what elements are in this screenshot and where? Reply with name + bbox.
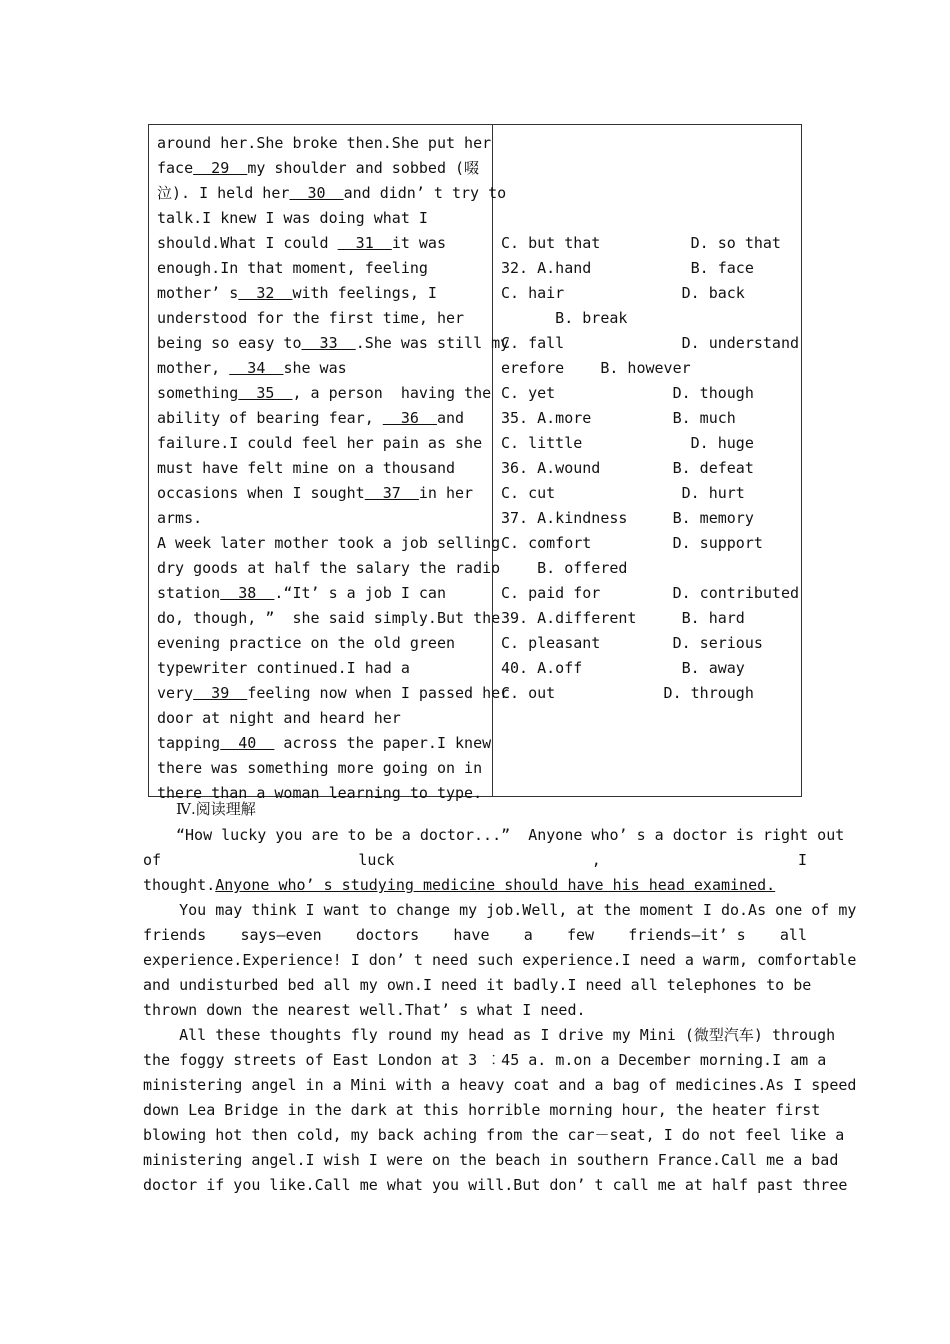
text-span: in her [418, 484, 474, 502]
text-span: do, though, ” she said simply.But the [157, 609, 501, 627]
option-line [501, 431, 754, 456]
passage-line [157, 456, 455, 481]
text-line [143, 848, 807, 873]
text-span: failure.I could feel her pain as she [157, 434, 483, 452]
text-span: B. break [501, 309, 628, 327]
text-span: being so easy to [157, 334, 302, 352]
text-span: erefore B. however [501, 359, 691, 377]
passage-line [157, 381, 491, 406]
passage-line [157, 181, 506, 206]
text-span: C. comfort D. support [501, 534, 763, 552]
blank-32: 32 [238, 284, 293, 302]
word: I [797, 851, 807, 869]
passage-line [157, 256, 428, 281]
text-span: enough.In that moment, feeling [157, 259, 428, 277]
text-line: thrown down the nearest well.That’ s what I need. [143, 1001, 586, 1019]
text-span: and [436, 409, 465, 427]
text-line: and undisturbed bed all my own.I need it badly.I need all telephones to be [143, 976, 812, 994]
text-line: All these thoughts fly round my head as I drive my Mini (微型汽车) through [143, 1026, 836, 1044]
text-line: ministering angel in a Mini with a heavy coat and a bag of medicines.As I speed [143, 1076, 857, 1094]
text-span: typewriter continued.I had a [157, 659, 410, 677]
text-line [143, 873, 807, 898]
word: of [143, 851, 162, 869]
passage-line [157, 706, 401, 731]
blank-29: 29 [193, 159, 248, 177]
option-line [501, 606, 745, 631]
text-span: something [157, 384, 239, 402]
text-line: down Lea Bridge in the dark at this horrible morning hour, the heater first [143, 1101, 821, 1119]
text-span: mother, [157, 359, 230, 377]
word: few [566, 926, 595, 944]
blank-39: 39 [193, 684, 248, 702]
text-span: dry goods at half the salary the radio [157, 559, 501, 577]
passage-line [157, 406, 464, 431]
text-span: across the paper.I knew [274, 734, 492, 752]
text-span: C. but that D. so that [501, 234, 781, 252]
word: , [591, 851, 601, 869]
passage-line [157, 156, 479, 181]
text-line: blowing hot then cold, my back aching from the car－seat, I do not feel like a [143, 1126, 845, 1144]
text-line [143, 923, 807, 948]
word: friends [143, 926, 207, 944]
word: luck [358, 851, 395, 869]
option-line [501, 531, 763, 556]
text-span: face [157, 159, 194, 177]
text-span: mother’ s [157, 284, 239, 302]
text-line: You may think I want to change my job.Well, at the moment I do.As one of my [143, 901, 857, 919]
text-span: station [157, 584, 221, 602]
passage-line [157, 506, 202, 531]
text-span: A week later mother took a job selling [157, 534, 501, 552]
section-heading: Ⅳ.阅读理解 [176, 800, 256, 818]
passage-line [157, 306, 464, 331]
option-line [501, 306, 627, 331]
text-span: C. fall D. understand [501, 334, 800, 352]
option-line [501, 681, 754, 706]
word: have [453, 926, 490, 944]
text-span: arms. [157, 509, 203, 527]
text-span: very [157, 684, 194, 702]
passage-paragraph-3 [143, 1023, 857, 1198]
text-span: it was [391, 234, 446, 252]
text-line: experience.Experience! I don’ t need such experience.I need a warm, comfortable [143, 951, 857, 969]
text-span: thought. [143, 876, 216, 894]
passage-line [157, 281, 437, 306]
text-span: door at night and heard her [157, 709, 401, 727]
passage-line [157, 481, 473, 506]
option-line [501, 231, 781, 256]
option-line [501, 456, 754, 481]
word: a [523, 926, 533, 944]
text-span: around her.She broke then.She put her [157, 134, 492, 152]
text-line: doctor if you like.Call me what you will.But don’ t call me at half past three [143, 1176, 848, 1194]
text-span: , a person having the [292, 384, 492, 402]
passage-line [157, 731, 491, 756]
text-span: should.What I could [157, 234, 338, 252]
passage-line [157, 581, 446, 606]
text-span: 37. A.kindness B. memory [501, 509, 754, 527]
passage-line [157, 231, 446, 256]
passage-line [157, 556, 500, 581]
text-span: B. offered [501, 559, 628, 577]
text-span: there than a woman learning to type. [157, 784, 483, 802]
word: doctors [355, 926, 420, 944]
passage-line [157, 756, 482, 781]
passage-paragraph-1 [143, 823, 845, 898]
passage-line [157, 431, 482, 456]
blank-37: 37 [364, 484, 419, 502]
text-span: feeling now when I passed her [247, 684, 510, 702]
passage-line [157, 131, 491, 156]
text-span: 39. A.different B. hard [501, 609, 745, 627]
passage-line [157, 331, 509, 356]
text-span: she was [283, 359, 347, 377]
text-span: C. cut D. hurt [501, 484, 745, 502]
text-span: there was something more going on in [157, 759, 483, 777]
passage-line [157, 656, 410, 681]
blank-35: 35 [238, 384, 293, 402]
cloze-table [148, 124, 802, 802]
option-line [501, 656, 745, 681]
option-line [501, 631, 763, 656]
text-span: my shoulder and sobbed (啜 [247, 159, 480, 177]
blank-33: 33 [301, 334, 356, 352]
passage-line [157, 681, 509, 706]
text-span: understood for the first time, her [157, 309, 465, 327]
text-span: 36. A.wound B. defeat [501, 459, 754, 477]
text-span: must have felt mine on a thousand [157, 459, 456, 477]
passage-line [157, 356, 347, 381]
text-span: ability of bearing fear, [157, 409, 383, 427]
blank-40: 40 [220, 734, 275, 752]
option-line [501, 556, 627, 581]
underlined-sentence: Anyone who’ s studying medicine should have his head examined. [215, 876, 776, 894]
option-line [501, 481, 745, 506]
text-line: the foggy streets of East London at 3 ︰45 a. m.on a December morning.I am a [143, 1051, 827, 1069]
passage-line [157, 631, 455, 656]
text-span: 35. A.more B. much [501, 409, 736, 427]
blank-34: 34 [229, 359, 284, 377]
option-line [501, 581, 799, 606]
passage-line [157, 531, 500, 556]
option-line [501, 381, 754, 406]
text-span: .She was still my [355, 334, 510, 352]
blank-38: 38 [220, 584, 275, 602]
word: says—even [240, 926, 322, 944]
text-span: C. paid for D. contributed [501, 584, 800, 602]
word: all [779, 926, 807, 944]
text-span: C. yet D. though [501, 384, 754, 402]
option-line [501, 506, 754, 531]
text-span: C. pleasant D. serious [501, 634, 763, 652]
text-line: “How lucky you are to be a doctor...” Anyone who’ s a doctor is right out [176, 826, 845, 844]
text-span: C. little D. huge [501, 434, 754, 452]
passage-line [157, 206, 428, 231]
blank-30: 30 [289, 184, 344, 202]
text-span: C. hair D. back [501, 284, 745, 302]
option-line [501, 331, 799, 356]
option-line [501, 356, 691, 381]
text-span: 泣). I held her [157, 184, 290, 202]
option-line [501, 281, 745, 306]
word: friends—it’ s [628, 926, 746, 944]
text-line: ministering angel.I wish I were on the beach in southern France.Call me a bad [143, 1151, 839, 1169]
text-span: with feelings, I [292, 284, 437, 302]
blank-31: 31 [337, 234, 392, 252]
passage-paragraph-2 [143, 898, 857, 1023]
text-span: talk.I knew I was doing what I [157, 209, 428, 227]
text-span: 32. A.hand B. face [501, 259, 754, 277]
text-span: and didn’ t try to [343, 184, 507, 202]
option-line [501, 256, 754, 281]
text-span: evening practice on the old green [157, 634, 456, 652]
option-line [501, 406, 736, 431]
blank-36: 36 [382, 409, 437, 427]
text-span: .“It’ s a job I can [274, 584, 446, 602]
text-span: occasions when I sought [157, 484, 365, 502]
text-span: tapping [157, 734, 221, 752]
text-span: C. out D. through [501, 684, 754, 702]
text-span: 40. A.off B. away [501, 659, 745, 677]
passage-line [157, 606, 500, 631]
